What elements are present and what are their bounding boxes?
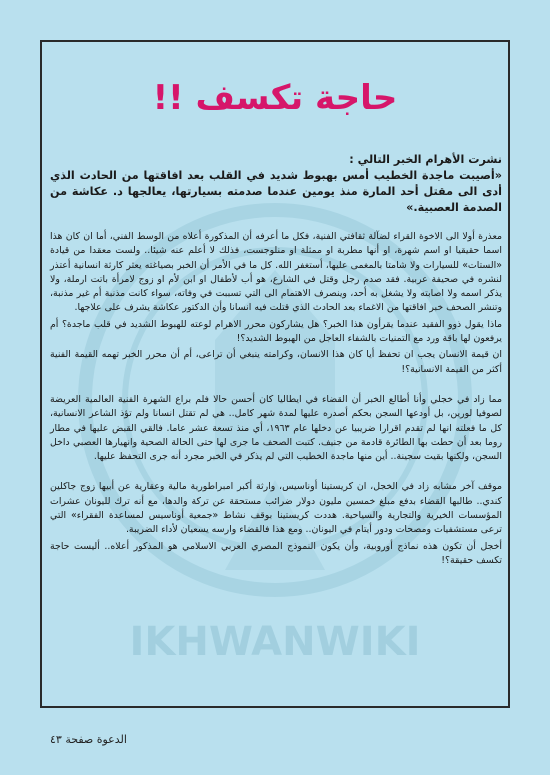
article-paragraph: أخجل أن تكون هذه نماذج أوروبية، وأن يكون النموذج المصري العربي الاسلامي هو المذكور أعلاه.. أليست حاجة تكسف حقيقة؟! — [50, 540, 502, 566]
page-title: حاجة تكسف !! — [152, 78, 398, 118]
page-footer: الدعوة صفحة ٤٣ — [50, 733, 127, 746]
article-paragraph: ماذا يقول ذوو الفقيد عندما يقرأون هذا الخبر؟ هل يشاركون محرر الاهرام لوعته للهبوط الشديد في قلب ماجدة؟ أم يرفعون لها باقة ورد مع التمنيات بالشفاء العاجل من الهبوط الشديد؟! — [50, 318, 502, 345]
article-paragraph: معذرة أولا الى الاخوة القراء لضآلة ثقافتي الفنية، فكل ما أعرفه أن المذكورة أعلاه من الوسط الفني، أما ان كان هذا اسما حقيقيا او اسم شهرة، او أنها مطربة او ممثلة او منلوجست، فذلك لا أعلم عنه شيئا.. ولست معقدا من قيادة «الستات» للسيارات ولا شامتا بالمغمى عليها، أستغفر الله. كل ما في الأمر أن الخبر بصياغته يعثر كارثة انسانية أعتذر لنشره في صحيفة عربية. فقد صدم رجل وقتل في الشارع، هو أب لأطفال او ابن لأم او زوج لامرأة باتت ارملة، ولا يذكر اسمه ولا اصابته ولا يشغل به أحد، وينصرف الاهتمام الى التي تسببت في وفاته، سواء كانت مذنبة أم غير مذنبة، وتنشر الصحف خبر افاقتها من الاغماء بعد الحادث الذي قتلت فيه انسانا وأن الدكتور عكاشة يشرف على علاجها. — [50, 231, 502, 314]
watermark-text: IKHWANWIKI — [129, 619, 421, 665]
lead-quote: «أصيبت ماجدة الخطيب أمس بهبوط شديد في القلب بعد افاقتها من الحادث الذي أدى الى مقتل أحد المارة منذ يومين عندما صدمته بسيارتها، يعالجها د. عكاشة من الصدمة العصبية.» — [50, 169, 502, 214]
lead-paragraph — [50, 152, 502, 216]
article-paragraph: مما زاد في خجلي وأنا أطالع الخبر أن القضاء في ايطاليا كان أحسن حالا فلم براع الشهرة الفنية العالمية العريضة لصوفيا لورين، بل أودعها السجن بحكم أصدره عليها لمدة شهر كامل.. هي لم تقتل انسانا ولم تؤذ الشاعر الانسانية، كل ما فعلته انها لم تقدم اقرارا ضريبيا عن دخلها عام ١٩٦٣، أي منذ تسعة عشر عاما. فالقي القبض عليها في مطار روما بعد أن حطت بها الطائرة قادمة من جنيف. كتبت الصحف ما جرى لها حتى الحالة الصحية وانهيارها العصبي داخل السجن، ولكنها بقيت سجينة.. أين منها ماجدة الخطيب التي لم يذكر في الخبر مجرد أنه جرى التحفظ عليها. — [50, 393, 502, 463]
lead-intro: نشرت الأهرام الخبر التالي : — [349, 153, 502, 166]
article-paragraph: ان قيمة الانسان يجب ان تحفظ أيا كان هذا الانسان، وكرامته ينبغي أن تراعى، أم أن محرر الخبر تهمه القيمة الفنية أكثر من القيمة الانسانية؟! — [50, 349, 502, 375]
article-body — [50, 152, 502, 570]
article-paragraph: موقف آخر مشابه زاد في الخجل، ان كريستينا أوناسيس، وارثة أكبر امبراطورية مالية وعقارية عن أبيها زوج جاكلين كندي.. طالبها القضاء بدفع مبلغ خمسين مليون دولار ضرائب مستحقة عن تركة والدها، مع أنه ترك لليونان عشرات المؤسسات الخيرية والتجارية والسياحية. هددت كريستينا بوقف نشاط «جمعية أوناسيس لمساعدة الفقراء» التي ترعى مستشفيات ومصحات ودور أيتام في اليونان.. ومع هذا فالقضاء وارسه يسعيان لأداء الضريبة. — [50, 481, 502, 536]
